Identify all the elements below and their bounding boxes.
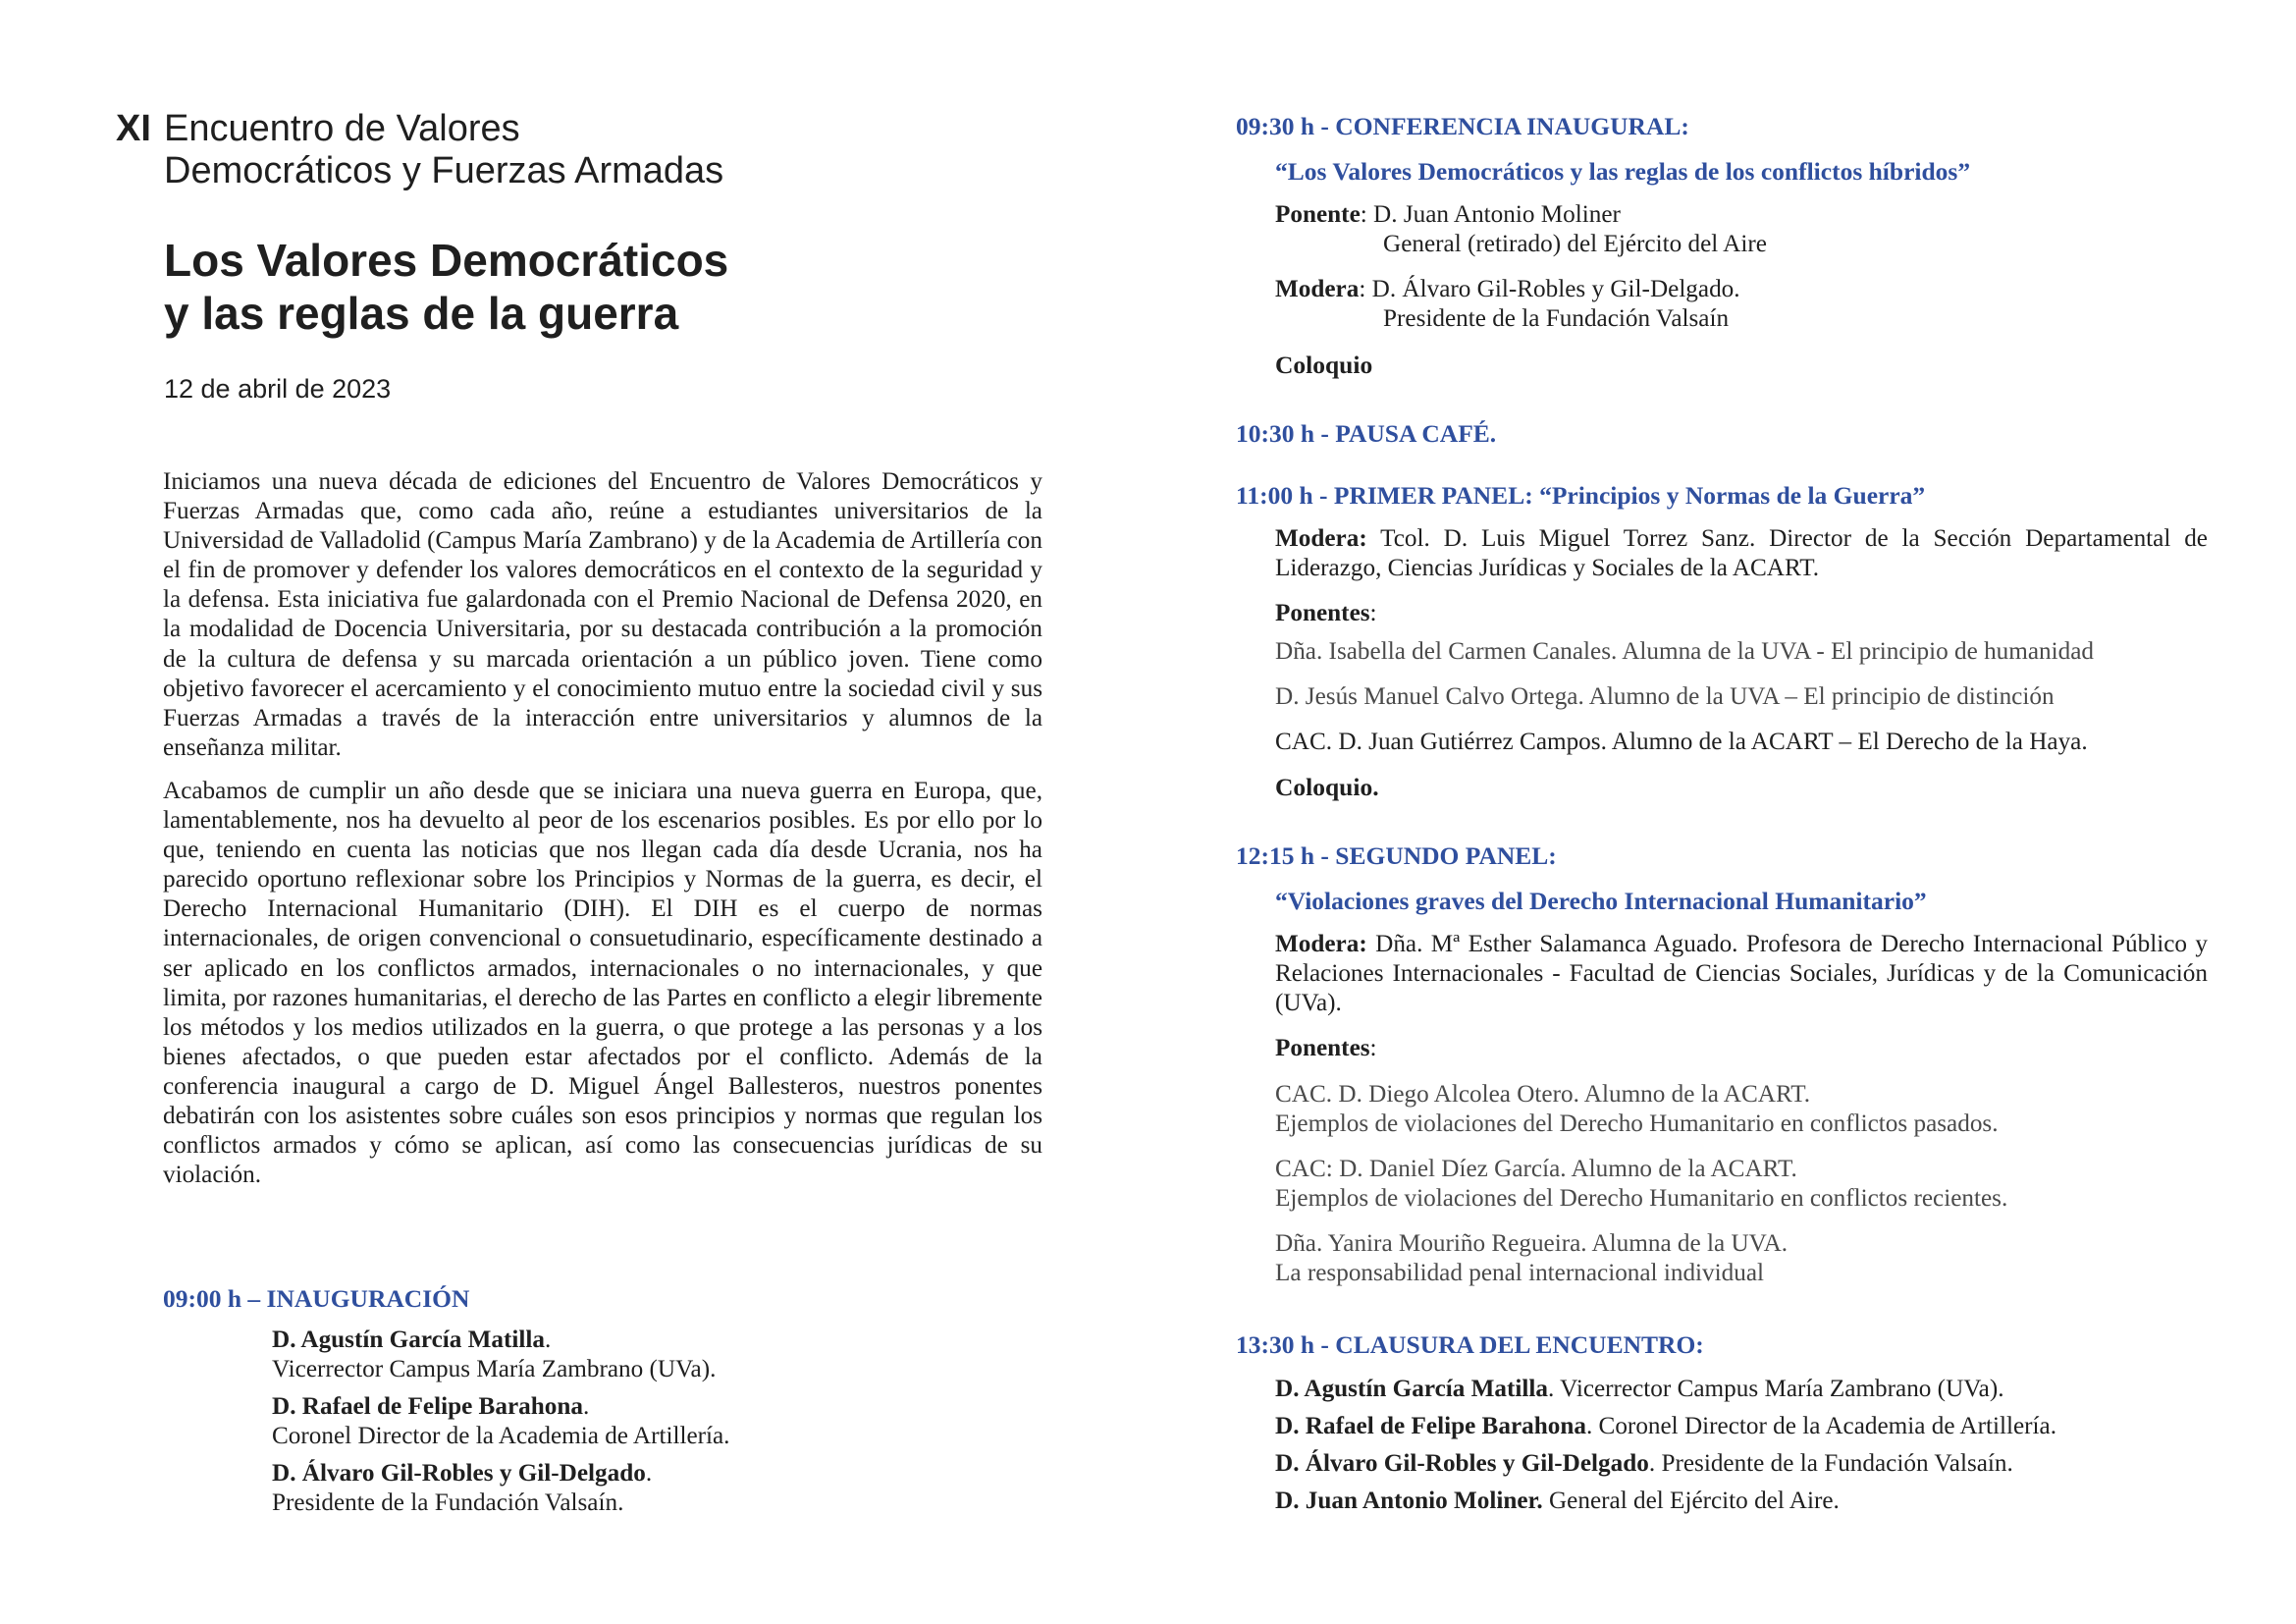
closing-heading: 13:30 h - CLAUSURA DEL ENCUENTRO:: [1236, 1330, 1704, 1359]
person-role: Presidente de la Fundación Valsaín.: [272, 1489, 624, 1516]
page-title: [164, 234, 728, 340]
moderator-text: Tcol. D. Luis Miguel Torrez Sanz. Director de la Sección Departamental de Liderazgo, Ciencias Jurídicas y Sociales de la ACART.: [1275, 525, 2208, 581]
intro-paragraph-1: Iniciamos una nueva década de ediciones del Encuentro de Valores Democráticos y Fuerzas Armadas que, como cada año, reúne a estudiantes universitarios de la Universidad de Valladolid (Campus María Zambrano) y de la Academia de Artillería con el fin de promover y defender los valores democráticos en el contexto de la seguridad y la defensa. Esta iniciativa fue galardonada con el Premio Nacional de Defensa 2020, en la modalidad de Docencia Universitaria, por su destacada contribución a la promoción de la cultura de defensa y su marcada orientación a un público joven. Tiene como objetivo favorecer el acercamiento y el conocimiento mutuo entre la sociedad civil y sus Fuerzas Armadas a través de la interacción entre universitarios y alumnos de la enseñanza militar.: [163, 468, 1042, 761]
closing-item: [1275, 1449, 2013, 1479]
person-name: D. Álvaro Gil-Robles y Gil-Delgado: [1275, 1450, 1649, 1477]
panel-2-title: “Violaciones graves del Derecho Internacional Humanitario”: [1275, 887, 1927, 915]
panel-2-speaker: [1275, 1080, 1999, 1139]
speaker-label: Ponente: [1275, 201, 1361, 228]
closing-item: [1275, 1412, 2056, 1441]
person-name: D. Rafael de Felipe Barahona: [272, 1393, 583, 1420]
person-role: General del Ejército del Aire.: [1542, 1488, 1840, 1514]
title-line-1: Los Valores Democráticos: [164, 235, 729, 286]
person-role: Coronel Director de la Academia de Artillería.: [272, 1423, 730, 1449]
panel-1-speaker: D. Jesús Manuel Calvo Ortega. Alumno de la UVA – El principio de distinción: [1275, 683, 2055, 710]
speakers-label: Ponentes: [1275, 1035, 1370, 1061]
person-name: D. Rafael de Felipe Barahona: [1275, 1413, 1586, 1439]
panel-1-heading: 11:00 h - PRIMER PANEL: “Principios y Normas de la Guerra”: [1236, 481, 1926, 510]
panel-2-speaker: [1275, 1229, 1788, 1288]
person-name: D. Agustín García Matilla: [272, 1326, 545, 1353]
conference-title: “Los Valores Democráticos y las reglas de los conflictos híbridos”: [1275, 157, 1971, 186]
speaker-name: CAC. D. Diego Alcolea Otero. Alumno de la ACART.: [1275, 1081, 1811, 1108]
coffee-break-heading: 10:30 h - PAUSA CAFÉ.: [1236, 419, 1497, 448]
title-line-2: y las reglas de la guerra: [164, 288, 679, 339]
speaker-topic: Ejemplos de violaciones del Derecho Humanitario en conflictos pasados.: [1275, 1110, 1999, 1137]
speaker-name: Dña. Yanira Mouriño Regueira. Alumna de la UVA.: [1275, 1230, 1789, 1257]
punctuation: .: [545, 1326, 552, 1353]
panel-2-heading: 12:15 h - SEGUNDO PANEL:: [1236, 841, 1557, 870]
intro-paragraph-2: Acabamos de cumplir un año desde que se iniciara una nueva guerra en Europa, que, lamentablemente, nos ha devuelto al peor de los escenarios posibles. Es por ello por lo que, teniendo en cuenta las noticias que nos llegan cada día desde Ucrania, nos ha parecido oportuno reflexionar sobre los Principios y Normas de la guerra, es decir, el Derecho Internacional Humanitario (DIH). El DIH es el cuerpo de normas internacionales, de origen convencional o consuetudinario, específicamente destinado a ser aplicado en los conflictos armados, internacionales o no internacionales, y que limita, por razones humanitarias, el derecho de las Partes en conflicto a elegir libremente los métodos y los medios utilizados en la guerra, o que protege a las personas y a los bienes afectados, o que pueden estar afectados por el conflicto. Además de la conferencia inaugural a cargo de D. Miguel Ángel Ballesteros, nuestros ponentes debatirán con los asistentes sobre cuáles son esos principios y normas que regulan los conflictos armados y cómo se aplican, así como las consecuencias jurídicas de su violación.: [163, 777, 1042, 1189]
speaker-name: CAC: D. Daniel Díez García. Alumno de la ACART.: [1275, 1156, 1797, 1182]
speaker-topic: La responsabilidad penal internacional individual: [1275, 1260, 1764, 1286]
colloquium-label: Coloquio: [1275, 351, 1373, 379]
punctuation: .: [582, 1393, 590, 1420]
person-role: . Vicerrector Campus María Zambrano (UVa).: [1548, 1376, 2004, 1402]
panel-2-speaker: [1275, 1155, 2007, 1214]
conference-moderator: [1275, 275, 1740, 334]
list-item: [272, 1326, 729, 1384]
inauguration-heading: 09:00 h – INAUGURACIÓN: [163, 1284, 470, 1313]
punctuation: :: [1369, 600, 1377, 626]
event-date: 12 de abril de 2023: [164, 374, 392, 404]
person-role: . Presidente de la Fundación Valsaín.: [1648, 1450, 2013, 1477]
person-name: D. Agustín García Matilla: [1275, 1376, 1548, 1402]
moderator-label: Modera:: [1275, 525, 1367, 552]
moderator-label: Modera:: [1275, 931, 1367, 957]
moderator-role: Presidente de la Fundación Valsaín: [1383, 305, 1730, 332]
panel-1-moderator: [1275, 524, 2208, 583]
colloquium-label: Coloquio.: [1275, 773, 1379, 801]
panel-1-speaker: Dña. Isabella del Carmen Canales. Alumna de la UVA - El principio de humanidad: [1275, 638, 2095, 665]
series-line-2: Democráticos y Fuerzas Armadas: [164, 150, 724, 191]
inauguration-list: [272, 1326, 729, 1526]
speaker-name: : D. Juan Antonio Moliner: [1360, 201, 1621, 228]
panel-1-speakers-label: [1275, 599, 1377, 628]
moderator-label: Modera: [1275, 276, 1360, 302]
moderator-name: : D. Álvaro Gil-Robles y Gil-Delgado.: [1359, 276, 1740, 302]
conference-speaker: [1275, 200, 1767, 259]
person-role: Vicerrector Campus María Zambrano (UVa).: [272, 1356, 717, 1382]
speaker-topic: Ejemplos de violaciones del Derecho Humanitario en conflictos recientes.: [1275, 1185, 2008, 1212]
speaker-role: General (retirado) del Ejército del Aire: [1383, 231, 1767, 257]
series-line-1: Encuentro de Valores: [164, 108, 520, 149]
conference-heading: 09:30 h - CONFERENCIA INAUGURAL:: [1236, 112, 1689, 140]
speakers-label: Ponentes: [1275, 600, 1370, 626]
person-name: D. Juan Antonio Moliner.: [1275, 1488, 1543, 1514]
person-name: D. Álvaro Gil-Robles y Gil-Delgado: [272, 1460, 646, 1487]
series-title: [116, 108, 723, 192]
panel-1-speaker: CAC. D. Juan Gutiérrez Campos. Alumno de la ACART – El Derecho de la Haya.: [1275, 729, 2088, 755]
list-item: [272, 1459, 729, 1518]
panel-2-speakers-label: [1275, 1034, 1377, 1063]
panel-2-moderator: [1275, 930, 2208, 1018]
closing-item: [1275, 1375, 2004, 1404]
list-item: [272, 1392, 729, 1451]
intro-text: [163, 467, 1042, 1204]
punctuation: :: [1369, 1035, 1377, 1061]
punctuation: .: [645, 1460, 653, 1487]
closing-item: [1275, 1487, 1840, 1516]
person-role: . Coronel Director de la Academia de Artillería.: [1585, 1413, 2057, 1439]
series-roman-numeral: XI: [116, 108, 151, 149]
moderator-text: Dña. Mª Esther Salamanca Aguado. Profesora de Derecho Internacional Público y Relaciones Internacionales - Facultad de Ciencias Sociales, Jurídicas y de la Comunicación (UVa).: [1275, 931, 2208, 1016]
